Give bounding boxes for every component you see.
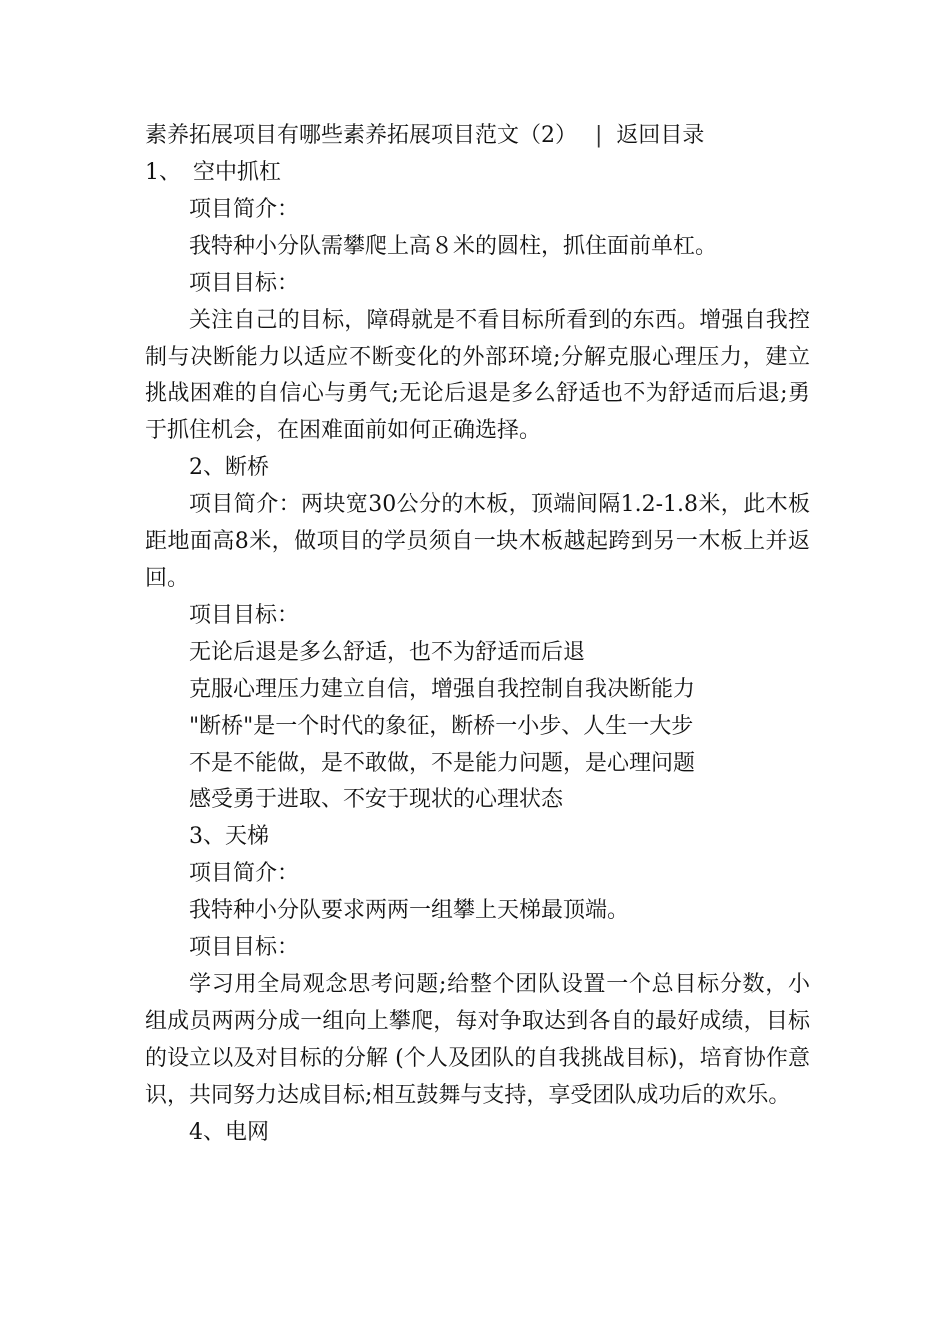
document-body bbox=[145, 155, 810, 1151]
paragraph: 感受勇于进取、不安于现状的心理状态 bbox=[189, 787, 564, 813]
paragraph: "断桥"是一个时代的象征，断桥一小步、人生一大步 bbox=[189, 713, 694, 739]
paragraph: 项目简介： bbox=[189, 861, 300, 887]
section-heading-3: 3、天梯 bbox=[189, 824, 269, 850]
section-heading-4: 4、电网 bbox=[189, 1119, 269, 1145]
paragraph: 项目目标： bbox=[189, 602, 300, 628]
section-heading-1 bbox=[145, 155, 810, 192]
paragraph: 项目简介：两块宽30公分的木板，顶端间隔1.2-1.8米，此木板距地面高8米，做项目的学员须自一块木板越起跨到另一木板上并返回。 bbox=[145, 492, 810, 591]
paragraph: 克服心理压力建立自信，增强自我控制自我决断能力 bbox=[189, 676, 696, 702]
title-separator: | bbox=[595, 123, 603, 148]
paragraph: 不是不能做，是不敢做，不是能力问题，是心理问题 bbox=[189, 750, 696, 776]
paragraph: 学习用全局观念思考问题;给整个团队设置一个总目标分数，小组成员两两分成一组向上攀爬，每对争取达到各自的最好成绩，目标的设立以及对目标的分解 (个人及团队的自我挑战目标)，培育协作意识，共同努力达成目标;相互鼓舞与支持，享受团队成功后的欢乐。 bbox=[145, 971, 810, 1108]
paragraph: 我特种小分队需攀爬上高８米的圆柱，抓住面前单杠。 bbox=[189, 233, 718, 259]
back-to-contents-link[interactable]: 返回目录 bbox=[616, 123, 705, 148]
title-line bbox=[145, 118, 704, 154]
document-title: 素养拓展项目有哪些素养拓展项目范文（2） bbox=[145, 123, 577, 148]
paragraph: 我特种小分队要求两两一组攀上天梯最顶端。 bbox=[189, 898, 630, 924]
paragraph: 无论后退是多么舒适，也不为舒适而后退 bbox=[189, 639, 586, 665]
paragraph: 项目目标： bbox=[189, 935, 300, 961]
paragraph: 项目目标： bbox=[189, 270, 300, 296]
section-heading-2: 2、断桥 bbox=[189, 455, 269, 481]
section-number: 1、 bbox=[145, 160, 181, 185]
paragraph: 项目简介： bbox=[189, 196, 300, 222]
paragraph: 关注自己的目标，障碍就是不看目标所看到的东西。增强自我控制与决断能力以适应不断变化的外部环境;分解克服心理压力，建立挑战困难的自信心与勇气;无论后退是多么舒适也不为舒适而后退;勇于抓住机会，在困难面前如何正确选择。 bbox=[145, 307, 810, 444]
section-title: 空中抓杠 bbox=[193, 160, 282, 185]
